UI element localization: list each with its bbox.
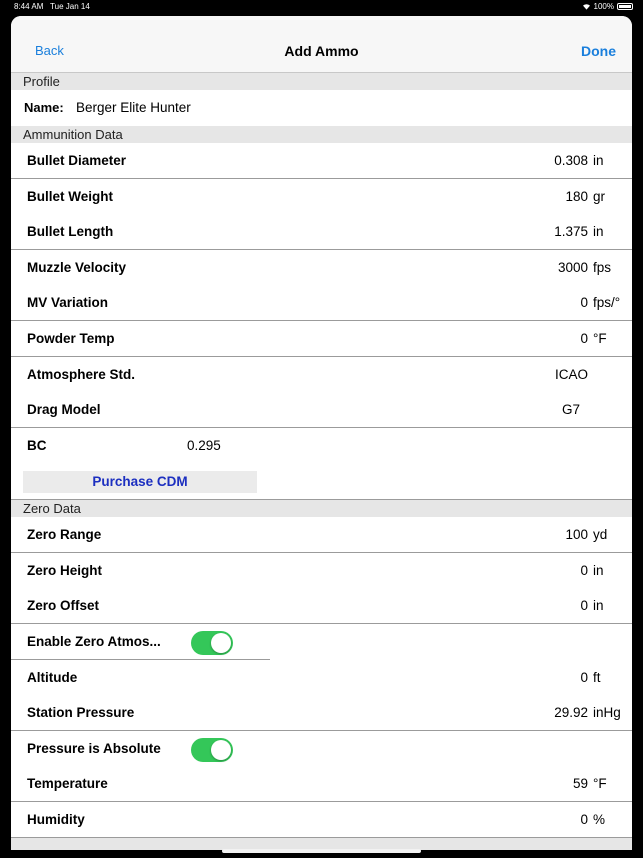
row-bullet-weight[interactable] [11, 179, 632, 215]
section-header-ammunition [11, 126, 632, 143]
status-bar [0, 0, 643, 14]
row-unit: % [593, 812, 606, 827]
powder-temp-field[interactable]: 0 [580, 331, 588, 346]
row-enable-zero-atmos[interactable] [11, 624, 632, 659]
row-unit: inHg [593, 705, 621, 720]
row-humidity[interactable] [11, 802, 632, 838]
name-row[interactable] [11, 89, 632, 125]
atmosphere-std-select[interactable]: ICAO [554, 367, 588, 382]
purchase-cdm-button[interactable]: Purchase CDM [23, 471, 257, 493]
row-bc[interactable] [11, 428, 632, 463]
page-title: Add Ammo [284, 43, 359, 59]
row-unit: °F [593, 331, 607, 346]
row-label: Zero Offset [27, 598, 100, 613]
zero-range-field[interactable]: 100 [565, 527, 588, 542]
name-label: Name: [24, 100, 64, 115]
row-mv-variation[interactable] [11, 285, 632, 321]
row-unit: in [593, 563, 604, 578]
altitude-field[interactable]: 0 [580, 670, 588, 685]
zero-height-field[interactable]: 0 [580, 563, 588, 578]
row-station-pressure[interactable] [11, 695, 632, 731]
row-label: Bullet Weight [27, 189, 113, 204]
row-bullet-diameter[interactable] [11, 143, 632, 179]
status-time-date [14, 2, 90, 11]
temperature-field[interactable]: 59 [572, 776, 588, 791]
row-label: Muzzle Velocity [27, 260, 127, 275]
bc-field[interactable]: 0.295 [187, 438, 221, 453]
row-label: BC [27, 438, 47, 453]
battery-icon [617, 3, 633, 10]
section-header-profile [11, 73, 632, 90]
row-zero-offset[interactable] [11, 588, 632, 624]
battery-percent: 100% [593, 2, 614, 11]
row-label: Altitude [27, 670, 78, 685]
wifi-icon [582, 3, 591, 10]
row-muzzle-velocity[interactable] [11, 250, 632, 286]
done-button[interactable]: Done [581, 43, 616, 59]
status-time: 8:44 AM [14, 2, 44, 11]
row-drag-model[interactable] [11, 392, 632, 428]
row-zero-range[interactable] [11, 517, 632, 553]
status-date: Tue Jan 14 [50, 2, 90, 11]
row-temperature[interactable] [11, 766, 632, 802]
row-label: MV Variation [27, 295, 109, 310]
row-label: Bullet Length [27, 224, 114, 239]
station-pressure-field[interactable]: 29.92 [554, 705, 588, 720]
navigation-bar [11, 16, 632, 73]
muzzle-velocity-field[interactable]: 3000 [557, 260, 588, 275]
toggle-knob [211, 740, 231, 760]
back-button[interactable]: Back [35, 43, 64, 58]
section-title: Profile [23, 74, 60, 89]
humidity-field[interactable]: 0 [580, 812, 588, 827]
row-bullet-length[interactable] [11, 214, 632, 250]
row-unit: fps/° [593, 295, 621, 310]
row-label: Temperature [27, 776, 108, 791]
bullet-weight-field[interactable]: 180 [565, 189, 588, 204]
row-unit: °F [593, 776, 607, 791]
row-pressure-absolute[interactable] [11, 731, 632, 766]
row-zero-height[interactable] [11, 553, 632, 589]
row-label: Zero Height [27, 563, 103, 578]
row-unit: fps [593, 260, 612, 275]
add-ammo-sheet [11, 16, 632, 850]
toggle-knob [211, 633, 231, 653]
row-label: Enable Zero Atmos... [27, 634, 161, 649]
row-unit: in [593, 153, 604, 168]
row-label: Bullet Diameter [27, 153, 127, 168]
row-altitude[interactable] [11, 660, 632, 696]
mv-variation-field[interactable]: 0 [580, 295, 588, 310]
row-label: Drag Model [27, 402, 101, 417]
enable-zero-atmos-toggle[interactable] [191, 631, 233, 655]
row-label: Station Pressure [27, 705, 135, 720]
section-title: Ammunition Data [23, 127, 123, 142]
bullet-length-field[interactable]: 1.375 [554, 224, 588, 239]
drag-model-select[interactable]: G7 [561, 402, 580, 417]
status-right [582, 2, 633, 11]
bullet-diameter-field[interactable]: 0.308 [554, 153, 588, 168]
row-unit: yd [593, 527, 608, 542]
row-unit: in [593, 224, 604, 239]
section-header-zero [11, 499, 632, 517]
row-unit: ft [593, 670, 601, 685]
pressure-absolute-toggle[interactable] [191, 738, 233, 762]
row-label: Powder Temp [27, 331, 115, 346]
name-field[interactable]: Berger Elite Hunter [76, 100, 191, 115]
row-unit: gr [593, 189, 606, 204]
section-title: Zero Data [23, 501, 81, 516]
row-label: Atmosphere Std. [27, 367, 136, 382]
row-label: Zero Range [27, 527, 102, 542]
zero-offset-field[interactable]: 0 [580, 598, 588, 613]
row-unit: in [593, 598, 604, 613]
row-atmosphere-std[interactable] [11, 357, 632, 393]
home-indicator [222, 849, 421, 853]
row-label: Humidity [27, 812, 85, 827]
row-powder-temp[interactable] [11, 321, 632, 357]
row-label: Pressure is Absolute [27, 741, 161, 756]
